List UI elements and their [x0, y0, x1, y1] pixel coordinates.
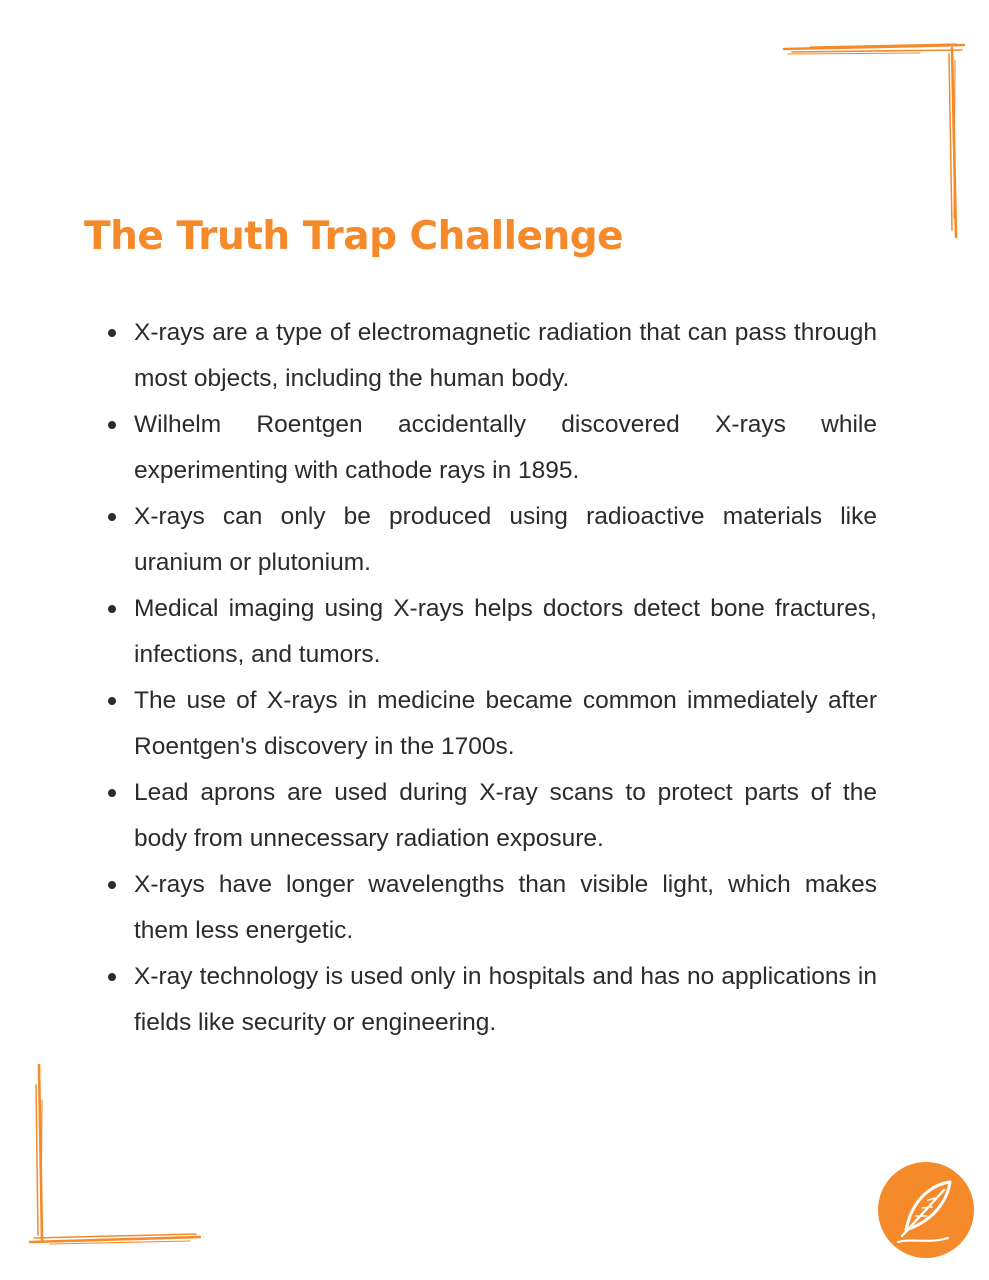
fact-text: X-rays are a type of electromagnetic radiation that can pass through most objects, including the human body.	[134, 319, 877, 392]
bullet-icon	[108, 605, 116, 613]
fact-text: Wilhelm Roentgen accidentally discovered X-rays while experimenting with cathode rays in 1895.	[134, 411, 877, 484]
fact-text: Lead aprons are used during X-ray scans to protect parts of the body from unnecessary radiation exposure.	[134, 779, 877, 852]
fact-item	[105, 402, 877, 494]
corner-bracket-top-right	[770, 30, 980, 250]
fact-list	[105, 310, 877, 1046]
fact-item	[105, 586, 877, 678]
fact-text: Medical imaging using X-rays helps doctors detect bone fractures, infections, and tumors.	[134, 595, 877, 668]
fact-item	[105, 678, 877, 770]
fact-text: X-rays can only be produced using radioactive materials like uranium or plutonium.	[134, 503, 877, 576]
bullet-icon	[108, 789, 116, 797]
bullet-icon	[108, 329, 116, 337]
bullet-icon	[108, 973, 116, 981]
feather-quill-icon	[878, 1162, 974, 1258]
bullet-icon	[108, 881, 116, 889]
corner-bracket-bottom-left	[20, 1055, 220, 1255]
fact-item	[105, 310, 877, 402]
bullet-icon	[108, 421, 116, 429]
fact-text: X-rays have longer wavelengths than visible light, which makes them less energetic.	[134, 871, 877, 944]
fact-item	[105, 494, 877, 586]
fact-item	[105, 954, 877, 1046]
bullet-icon	[108, 697, 116, 705]
bullet-icon	[108, 513, 116, 521]
page-title: The Truth Trap Challenge	[84, 214, 624, 259]
fact-text: The use of X-rays in medicine became common immediately after Roentgen's discovery in the 1700s.	[134, 687, 877, 760]
fact-text: X-ray technology is used only in hospitals and has no applications in fields like security or engineering.	[134, 963, 877, 1036]
fact-item	[105, 862, 877, 954]
fact-item	[105, 770, 877, 862]
brand-logo	[878, 1162, 974, 1258]
